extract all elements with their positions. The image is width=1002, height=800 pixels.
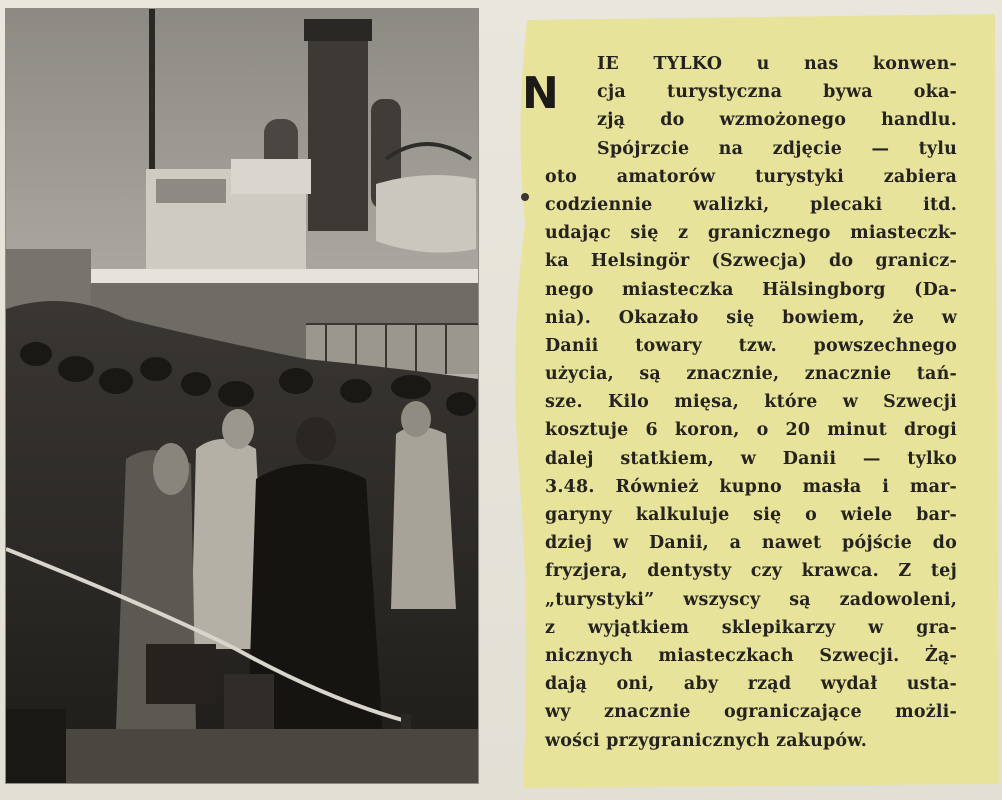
article-line: nego miasteczka Hälsingborg (Da-: [545, 279, 957, 300]
bullet-mark: [521, 193, 529, 201]
ship-deck: [86, 269, 478, 283]
article-line: z wyjątkiem sklepikarzy w gra-: [545, 617, 957, 638]
article-line: zją do wzmożonego handlu.: [597, 110, 957, 131]
article-text: [545, 50, 957, 755]
article-line: cja turystyczna bywa oka-: [597, 82, 957, 103]
article-line: garyny kalkuluje się o wiele bar-: [545, 505, 957, 525]
article-line: udając się z granicznego miasteczk-: [545, 223, 957, 244]
article-line: oto amatorów turystyki zabiera: [545, 166, 957, 187]
article-line: IE TYLKO u nas konwen-: [597, 54, 957, 74]
article-line: fryzjera, dentysty czy krawca. Z tej: [545, 561, 957, 582]
article-line: wy znacznie ograniczające możli-: [545, 702, 957, 723]
article-line: Danii towary tzw. powszechnego: [545, 335, 957, 356]
article-line: użycia, są znacznie, znacznie tań-: [545, 364, 957, 385]
photo-image: [6, 9, 478, 783]
article-line: wości przygranicznych zakupów.: [545, 730, 868, 751]
article-line: dalej statkiem, w Danii — tylko: [545, 448, 957, 469]
article-line: 3.48. Również kupno masła i mar-: [545, 476, 957, 497]
article-line: dają oni, aby rząd wydał usta-: [545, 674, 957, 695]
ship-funnel: [308, 21, 368, 231]
article-line: kosztuje 6 koron, o 20 minut drogi: [545, 420, 957, 441]
article-panel: [505, 14, 999, 788]
article-line: ka Helsingör (Szwecja) do granicz-: [545, 251, 957, 272]
suitcase: [146, 644, 216, 704]
article-line: nia). Okazało się bowiem, że w: [545, 307, 957, 328]
article-line: sze. Kilo mięsa, które w Szwecji: [545, 392, 957, 413]
drop-cap: N: [522, 68, 559, 119]
article-line: nicznych miasteczkach Szwecji. Żą-: [545, 645, 957, 666]
article-line: codziennie walizki, plecaki itd.: [545, 194, 957, 215]
article-line: „turystyki” wszyscy są zadowoleni,: [545, 589, 957, 610]
article-line: Spójrzcie na zdjęcie — tylu: [597, 138, 957, 159]
article-line: dziej w Danii, a nawet pójście do: [545, 533, 957, 554]
ferry-passengers-photo: [5, 8, 479, 784]
